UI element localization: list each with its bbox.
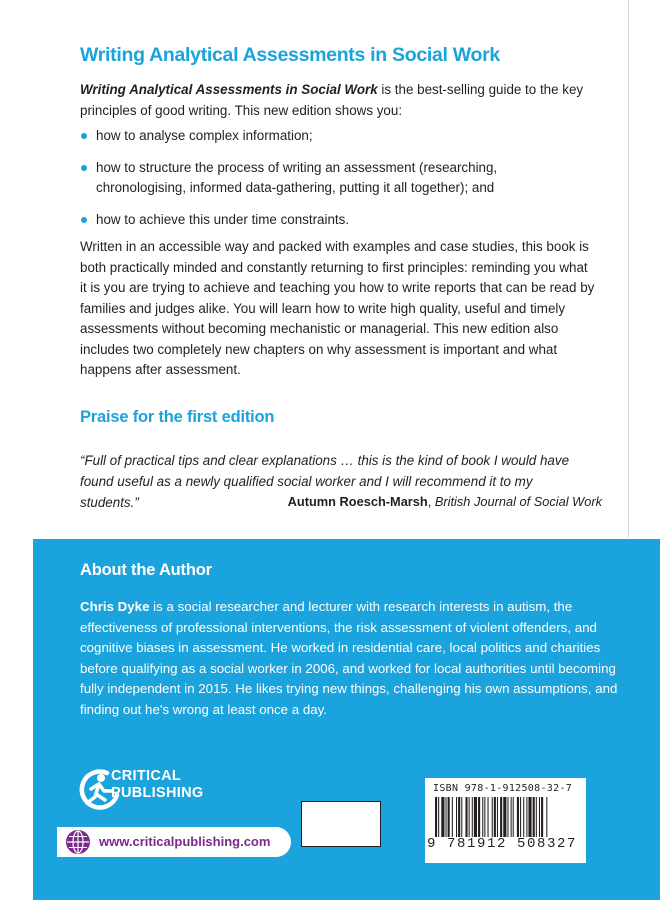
barcode-bar (541, 797, 543, 837)
barcode-bar (528, 797, 531, 837)
bullet-dot-icon (81, 165, 87, 171)
barcode-bar (523, 797, 524, 837)
about-author (80, 561, 618, 717)
barcode-bar (492, 797, 493, 837)
website-banner (57, 827, 291, 857)
list-item: how to structure the process of writing an assessment (researching, chronologising, informed data-gathering, putting it all together); and (80, 158, 590, 199)
globe-icon (65, 829, 91, 855)
barcode-bar (469, 797, 470, 837)
barcode-bar (435, 797, 437, 837)
bullet-dot-icon (81, 217, 87, 223)
intro-paragraph (80, 80, 590, 121)
barcode-bar (456, 797, 457, 837)
barcode-bar (513, 797, 514, 837)
list-item: how to achieve this under time constraints. (80, 210, 590, 231)
barcode-bar (517, 797, 519, 837)
book-title: Writing Analytical Assessments in Social Work (80, 44, 500, 66)
praise-quote: “Full of practical tips and clear explanations … this is the kind of book I would have found useful as a newly qualified social worker and I will recommend it to my students.” (80, 453, 570, 511)
barcode-bar (484, 797, 485, 837)
barcode-icon (435, 797, 578, 839)
intro-title: Writing Analytical Assessments in Social Work (80, 82, 378, 97)
barcode-bar (461, 797, 462, 837)
barcode-bar (438, 797, 439, 837)
feature-list (80, 126, 590, 241)
barcode-bar (488, 797, 489, 837)
about-heading: About the Author (80, 561, 212, 579)
intro-text: is the best-selling guide to the key principles of good writing. This new edition shows you: (80, 82, 584, 118)
quote-attribution: Autumn Roesch-Marsh, British Journal of Social Work (287, 494, 602, 509)
barcode-bar (472, 797, 473, 837)
barcode-bar (526, 797, 527, 837)
barcode-bar (507, 797, 508, 837)
barcode-bar (474, 797, 477, 837)
barcode-bar (448, 797, 450, 837)
barcode-bar (441, 797, 444, 837)
barcode-bar (494, 797, 496, 837)
barcode-bar (533, 797, 535, 837)
praise-heading: Praise for the first edition (80, 408, 275, 426)
publisher-logo (77, 765, 237, 820)
barcode-bar (511, 797, 512, 837)
barcode-bar (478, 797, 480, 837)
barcode-bar (503, 797, 506, 837)
barcode-bar (500, 797, 502, 837)
list-item: how to analyse complex information; (80, 126, 590, 147)
barcode-bar (482, 797, 483, 837)
website-url[interactable]: www.criticalpublishing.com (99, 834, 271, 849)
publisher-name: CRITICAL PUBLISHING (111, 768, 204, 801)
bullet-dot-icon (81, 133, 87, 139)
barcode-box (425, 778, 586, 863)
barcode-bar (452, 797, 453, 837)
barcode-bar (458, 797, 460, 837)
barcode-bar (546, 797, 547, 837)
barcode-bar (497, 797, 498, 837)
price-box (301, 801, 381, 847)
author-name: Chris Dyke (80, 599, 150, 614)
barcode-bar (520, 797, 521, 837)
author-panel (33, 539, 660, 900)
quote-source: British Journal of Social Work (434, 494, 602, 509)
barcode-bar (536, 797, 537, 837)
quote-author: Autumn Roesch-Marsh (287, 494, 428, 509)
barcode-bar (446, 797, 447, 837)
barcode-bar (539, 797, 540, 837)
barcode-bar (465, 797, 467, 837)
description-paragraph: Written in an accessible way and packed with examples and case studies, this book is both practically minded and constantly returning to first principles: reminding you what it is you are trying to achieve and teaching you how to write reports that can be read by families and judges alike. You will learn how to write high quality, useful and timely assessments without becoming mechanistic or managerial. This new edition also includes two completely new chapters on why assessment is important and what happens after assessment. (80, 239, 595, 377)
isbn-label: ISBN 978-1-912508-32-7 (433, 783, 573, 794)
about-paragraph: Chris Dyke is a social researcher and lecturer with research interests in autism, the effectiveness of professional interventions, the risk assessment of violent offenders, and cognitive biases in assessment. He worked in residential care, local politics and charities before qualifying as a social worker in 2006, and worked for local authorities until becoming fully independent in 2015. He likes trying new things, challenging his own assumptions, and finding out he's wrong at least once a day. (80, 599, 618, 717)
right-edge-rule (628, 0, 629, 538)
barcode-digits: 9 781912 508327 (427, 836, 578, 852)
